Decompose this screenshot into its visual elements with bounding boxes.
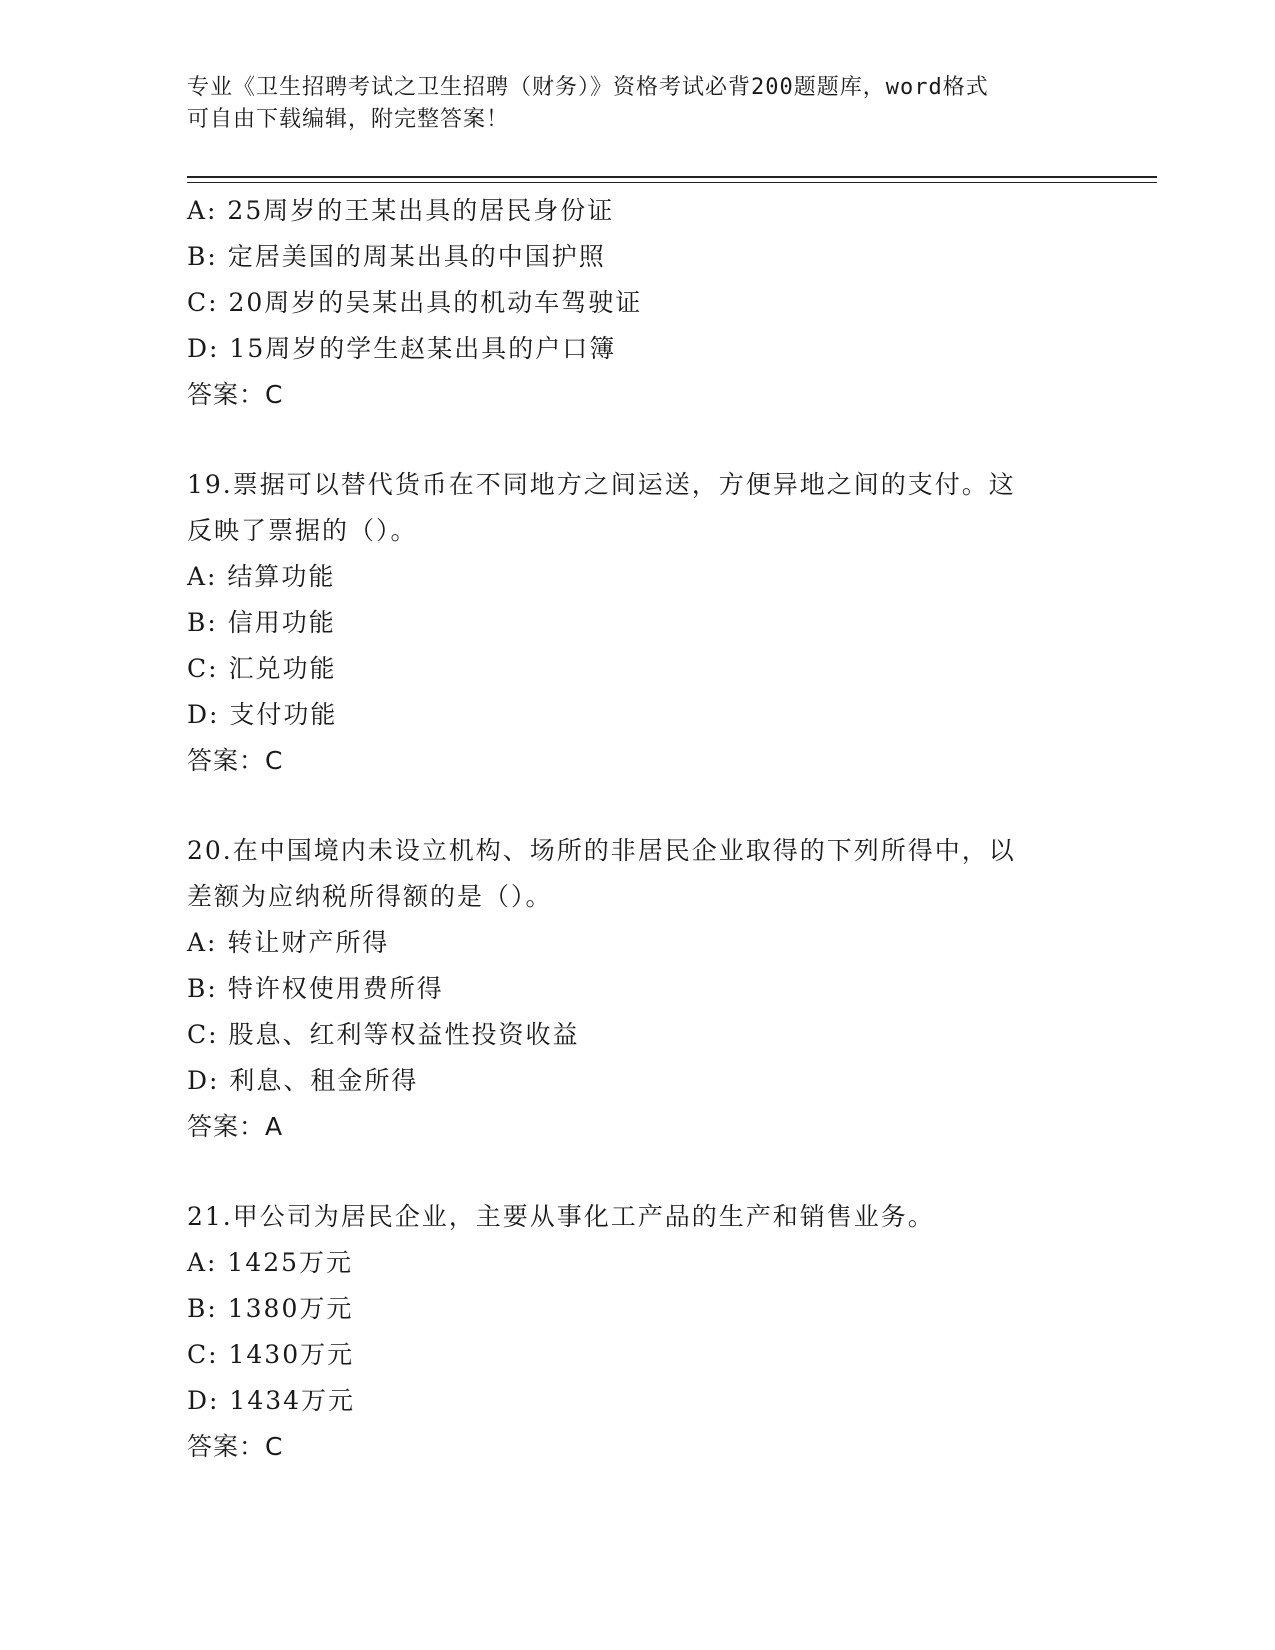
- answer: 答案：C: [187, 1432, 284, 1461]
- option-d: D: 1434万元: [187, 1386, 356, 1415]
- header-divider-thin: [187, 182, 1157, 183]
- answer: 答案：C: [187, 746, 284, 775]
- option-d: D: 15周岁的学生赵某出具的户口簿: [187, 334, 617, 363]
- option-b: B: 信用功能: [187, 608, 336, 637]
- question-21: [187, 1194, 1087, 1470]
- option-d: D: 支付功能: [187, 700, 338, 729]
- question-list: [187, 188, 1087, 1470]
- header-line-1: 专业《卫生招聘考试之卫生招聘（财务）》资格考试必背200题题库，word格式: [187, 75, 989, 100]
- answer: 答案：C: [187, 380, 284, 409]
- option-a: A: 结算功能: [187, 562, 336, 591]
- option-c: C: 汇兑功能: [187, 654, 337, 683]
- option-b: B: 1380万元: [187, 1294, 354, 1323]
- question-18: [187, 188, 1087, 418]
- option-d: D: 利息、租金所得: [187, 1066, 419, 1095]
- question-20: [187, 828, 1087, 1150]
- option-a: A: 转让财产所得: [187, 928, 390, 957]
- option-c: C: 1430万元: [187, 1340, 355, 1369]
- option-a: A: 1425万元: [187, 1248, 354, 1277]
- document-header: [187, 72, 1087, 136]
- header-divider-thick: [187, 176, 1157, 178]
- question-19: [187, 462, 1087, 784]
- option-b: B: 特许权使用费所得: [187, 974, 444, 1003]
- option-c: C: 20周岁的吴某出具的机动车驾驶证: [187, 288, 643, 317]
- question-stem-line-2: 反映了票据的（）。: [187, 516, 418, 545]
- question-stem-line-2: 差额为应纳税所得额的是（）。: [187, 882, 553, 911]
- option-c: C: 股息、红利等权益性投资收益: [187, 1020, 580, 1049]
- option-b: B: 定居美国的周某出具的中国护照: [187, 242, 606, 271]
- answer: 答案：A: [187, 1112, 284, 1141]
- header-line-2: 可自由下载编辑，附完整答案！: [187, 107, 510, 132]
- question-stem-line-1: 21.甲公司为居民企业，主要从事化工产品的生产和销售业务。: [187, 1202, 935, 1231]
- question-stem-line-1: 19.票据可以替代货币在不同地方之间运送，方便异地之间的支付。这: [187, 470, 1016, 499]
- question-stem-line-1: 20.在中国境内未设立机构、场所的非居民企业取得的下列所得中，以: [187, 836, 1016, 865]
- option-a: A: 25周岁的王某出具的居民身份证: [187, 196, 615, 225]
